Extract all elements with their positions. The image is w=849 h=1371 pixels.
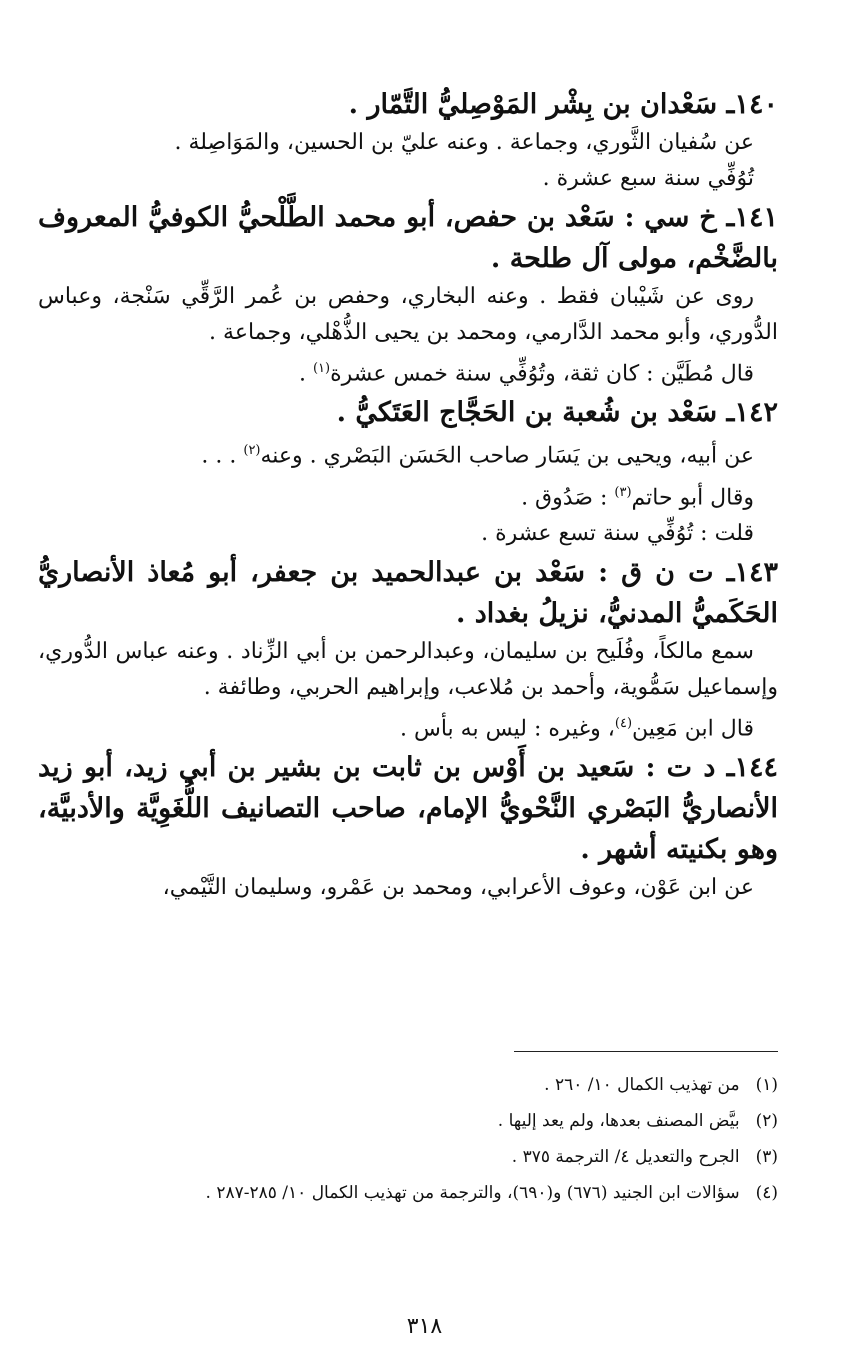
entry-paragraph [38, 706, 778, 747]
footnote-number: (٢) [755, 1111, 778, 1131]
entry-title-143: ١٤٣ـ ت ن ق : سَعْد بن عبدالحميد بن جعفر، أبو مُعاذ الأنصاريُّ الحَكَميُّ المدنيُّ، نزيلُ بغداد . [38, 556, 778, 629]
entry-paragraph [38, 475, 778, 516]
footnote-item [60, 1074, 778, 1110]
paragraph-text: قال ابن مَعِين [632, 716, 754, 742]
paragraph-text: عن أبيه، ويحيى بن يَسَار صاحب الحَسَن البَصْري . وعنه [260, 443, 754, 469]
footnote-text: من تهذيب الكمال ١٠/ ٢٦٠ . [544, 1075, 740, 1095]
paragraph-text: قال مُطَيَّن : كان ثقة، وتُوُفِّي سنة خمس عشرة [330, 361, 754, 387]
paragraph-tail: : صَدُوق . [521, 484, 615, 510]
entry-title-142: ١٤٢ـ سَعْد بن شُعبة بن الحَجَّاج العَتَكيُّ . [336, 397, 778, 429]
entry-paragraph: تُوُفِّي سنة سبع عشرة . [542, 166, 754, 191]
paragraph-text: وقال أبو حاتم [631, 484, 754, 510]
entry-paragraph [38, 433, 778, 474]
footnote-item [60, 1146, 778, 1182]
footnote-number: (٣) [755, 1147, 778, 1167]
footnote-number: (٤) [755, 1183, 778, 1203]
entry-paragraph: عن ابن عَوْن، وعوف الأعرابي، ومحمد بن عَمْرو، وسليمان التَّيْمي، [162, 875, 754, 901]
footnote-divider [514, 1051, 778, 1052]
footnote-number: (١) [755, 1075, 778, 1095]
footnote-item [60, 1182, 778, 1218]
page-number: ٣١٨ [406, 1314, 443, 1339]
entry-paragraph: قلت : تُوُفِّي سنة تسع عشرة . [481, 520, 754, 546]
footnote-text: سؤالات ابن الجنيد (٦٧٦) و(٦٩٠)، والترجمة من تهذيب الكمال ١٠/ ٢٨٥-٢٨٧ . [205, 1183, 740, 1203]
paragraph-tail: . [298, 361, 313, 387]
footnote-ref: (٣) [614, 484, 632, 500]
footnote-ref: (١) [312, 361, 331, 376]
footnote-item [60, 1110, 778, 1146]
entry-title-144: ١٤٤ـ د ت : سَعيد بن أَوْس بن ثابت بن بشير بن أبي زيد، أبو زيد الأنصاريُّ البَصْري النَّحْويُّ الإمام، صاحب التصانيف اللُّغَوِيَّة والأدبيَّة، وهو بكنيته أشهر . [38, 752, 778, 866]
entry-paragraph [38, 351, 778, 392]
footnote-ref: (٤) [614, 715, 633, 731]
footnote-text: بيَّض المصنف بعدها، ولم يعد إليها . [497, 1111, 740, 1131]
main-text [38, 84, 778, 906]
entry-paragraph: روى عن شَيْبان فقط . وعنه البخاري، وحفص بن عُمر الرَّقِّي سَنْجة، وعباس الدُّوري، وأبو محمد الدَّارمي، ومحمد بن يحيى الذُّهْلي، وجماعة . [38, 284, 778, 345]
entry-title-141: ١٤١ـ خ سي : سَعْد بن حفص، أبو محمد الطَّلْحيُّ الكوفيُّ المعروف بالضَّخْم، مولى آل طلحة . [38, 202, 778, 274]
entry-title-140: ١٤٠ـ سَعْدان بن بِشْر المَوْصِليُّ التَّمّار . [348, 89, 778, 120]
entry-paragraph: عن سُفيان الثَّوري، وجماعة . وعنه عليّ بن الحسين، والمَوَاصِلة . [174, 130, 754, 155]
footnote-ref: (٢) [243, 443, 261, 459]
footnotes [60, 1074, 778, 1218]
footnote-text: الجرح والتعديل ٤/ الترجمة ٣٧٥ . [511, 1147, 740, 1167]
paragraph-tail: ، وغيره : ليس به بأس . [400, 716, 615, 742]
entry-paragraph: سمع مالكاً، وفُلَيح بن سليمان، وعبدالرحمن بن أبي الزِّناد . وعنه عباس الدُّوري، وإسماعيل سَمُّوية، وأحمد بن مُلاعب، وإبراهيم الحربي، وطائفة . [38, 638, 778, 700]
paragraph-tail: . . . [201, 443, 244, 469]
